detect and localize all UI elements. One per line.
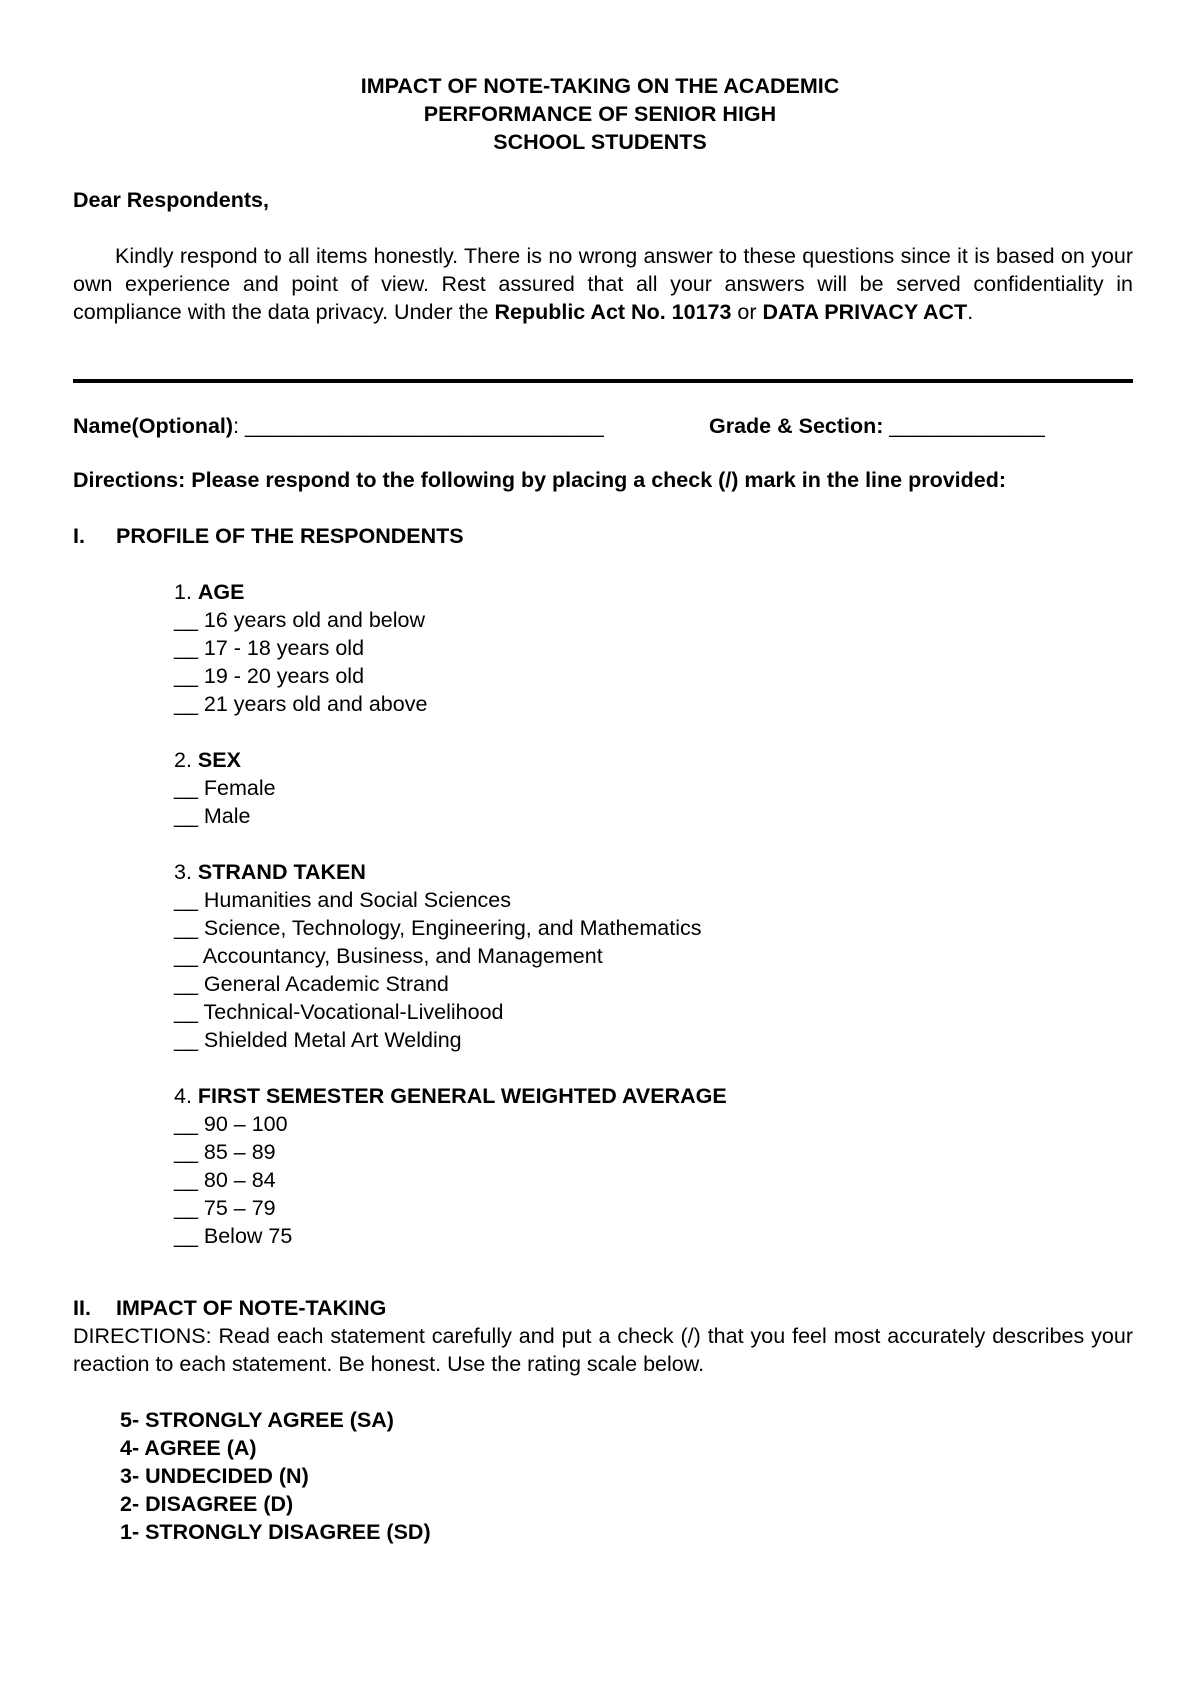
option[interactable]: __ General Academic Strand bbox=[174, 972, 449, 996]
title-line: IMPACT OF NOTE-TAKING ON THE ACADEMIC bbox=[360, 74, 840, 98]
question-age bbox=[174, 578, 427, 718]
option[interactable]: __ Science, Technology, Engineering, and Mathematics bbox=[174, 916, 702, 940]
scale-item: 1- STRONGLY DISAGREE (SD) bbox=[120, 1520, 431, 1544]
option[interactable]: __ Female bbox=[174, 776, 276, 800]
directions: Directions: Please respond to the following by placing a check (/) mark in the line provided: bbox=[73, 468, 1007, 492]
grade-section-field bbox=[709, 412, 1045, 440]
scale-item: 3- UNDECIDED (N) bbox=[120, 1464, 309, 1488]
option[interactable]: __ Technical-Vocational-Livelihood bbox=[174, 1000, 504, 1024]
option[interactable]: __ 90 – 100 bbox=[174, 1112, 288, 1136]
section-number: I. bbox=[73, 524, 85, 548]
question-number: 3. bbox=[174, 860, 198, 884]
question-label: AGE bbox=[197, 580, 245, 604]
intro-law: Republic Act No. 10173 bbox=[494, 300, 732, 324]
option[interactable]: __ 16 years old and below bbox=[174, 608, 426, 632]
question-number: 4. bbox=[174, 1084, 198, 1108]
option[interactable]: __ 80 – 84 bbox=[174, 1168, 276, 1192]
question-number: 1. bbox=[174, 580, 198, 604]
question-gwa bbox=[174, 1082, 727, 1250]
question-title bbox=[174, 578, 427, 606]
document-title bbox=[0, 72, 1200, 156]
option[interactable]: __ 21 years old and above bbox=[174, 692, 428, 716]
respondent-fields bbox=[73, 412, 1153, 440]
question-strand bbox=[174, 858, 701, 1054]
option[interactable]: __ Accountancy, Business, and Management bbox=[174, 944, 603, 968]
section-2-directions: DIRECTIONS: Read each statement carefully and put a check (/) that you feel most accurately describes your reaction to each statement. Be honest. Use the rating scale below. bbox=[73, 1324, 1133, 1376]
question-sex bbox=[174, 746, 276, 830]
greeting: Dear Respondents, bbox=[73, 188, 269, 212]
question-title bbox=[174, 746, 276, 774]
question-label: FIRST SEMESTER GENERAL WEIGHTED AVERAGE bbox=[197, 1084, 727, 1108]
option[interactable]: __ 85 – 89 bbox=[174, 1140, 276, 1164]
intro-text: Kindly respond to all items honestly. There is no wrong answer to these questions since it is based on your own experience and point of view. Rest assured that all your answers will be served confidentiality in compliance with the data privacy. Under the bbox=[73, 244, 1133, 324]
option[interactable]: __ 17 - 18 years old bbox=[174, 636, 365, 660]
intro-act-name: DATA PRIVACY ACT bbox=[762, 300, 968, 324]
title-line: SCHOOL STUDENTS bbox=[493, 130, 707, 154]
rating-scale bbox=[120, 1406, 431, 1546]
option[interactable]: __ Below 75 bbox=[174, 1224, 293, 1248]
title-line: PERFORMANCE OF SENIOR HIGH bbox=[423, 102, 777, 126]
question-number: 2. bbox=[174, 748, 198, 772]
divider-rule bbox=[73, 379, 1133, 383]
question-label: SEX bbox=[197, 748, 241, 772]
question-title bbox=[174, 1082, 727, 1110]
section-2-heading bbox=[73, 1294, 386, 1322]
option[interactable]: __ Male bbox=[174, 804, 251, 828]
question-title bbox=[174, 858, 701, 886]
intro-paragraph bbox=[73, 242, 1133, 326]
question-label: STRAND TAKEN bbox=[197, 860, 366, 884]
section-title: PROFILE OF THE RESPONDENTS bbox=[116, 524, 464, 548]
scale-item: 4- AGREE (A) bbox=[120, 1436, 257, 1460]
intro-or: or bbox=[731, 300, 763, 324]
name-blank[interactable]: ______________________________ bbox=[245, 414, 604, 438]
scale-item: 5- STRONGLY AGREE (SA) bbox=[120, 1408, 394, 1432]
grade-section-label: Grade & Section: bbox=[709, 414, 884, 438]
scale-item: 2- DISAGREE (D) bbox=[120, 1492, 294, 1516]
name-colon: : bbox=[233, 414, 246, 438]
section-1-heading bbox=[73, 522, 464, 550]
option[interactable]: __ 19 - 20 years old bbox=[174, 664, 365, 688]
section-number: II. bbox=[73, 1296, 91, 1320]
option[interactable]: __ Humanities and Social Sciences bbox=[174, 888, 512, 912]
section-title: IMPACT OF NOTE-TAKING bbox=[116, 1296, 387, 1320]
option[interactable]: __ Shielded Metal Art Welding bbox=[174, 1028, 462, 1052]
grade-section-blank[interactable]: _____________ bbox=[883, 414, 1045, 438]
option[interactable]: __ 75 – 79 bbox=[174, 1196, 276, 1220]
intro-end: . bbox=[967, 300, 974, 324]
name-label: Name(Optional) bbox=[73, 414, 234, 438]
